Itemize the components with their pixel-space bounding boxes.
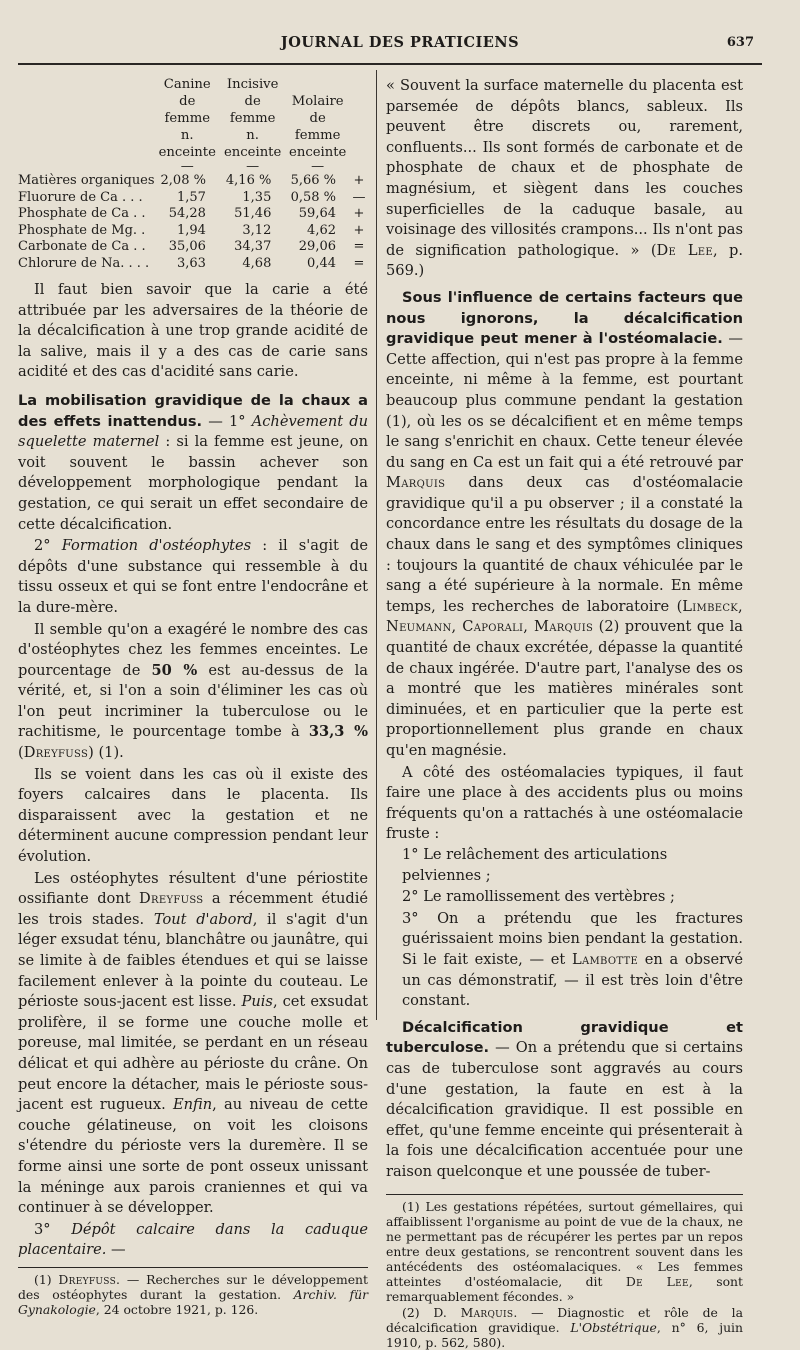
page-number: 637 — [726, 35, 754, 50]
running-header — [0, 34, 800, 56]
col-header-canine: Canine de femme n. enceinte — [158, 77, 216, 160]
table-row: Carbonate de Ca . . 35,06 34,37 29,06 = — [18, 239, 365, 254]
table-row: Phosphate de Mg. . 1,94 3,12 4,62 + — [18, 222, 365, 238]
table-row: Chlorure de Na. . . . 3,63 4,68 0,44 = — [18, 255, 365, 271]
table-row: Matières organiques 2,08 % 4,16 % 5,66 % + — [18, 173, 365, 188]
right-column — [386, 76, 743, 1350]
footnote-rule-left — [18, 1267, 368, 1268]
left-column — [18, 76, 368, 1317]
table-header-row — [18, 76, 368, 161]
table-row: Phosphate de Ca . . 54,28 51,46 59,64 + — [18, 206, 365, 221]
footnote-right-2: (2) D. Marquis. — Diagnostic et rôle de la décalcification gravidique. L'Obstétrique, n° 6, juin 1910, p. 562, 580). — [386, 1305, 743, 1350]
paragraph-foyers: Ils se voient dans les cas où il existe des foyers calcaires dans le placenta. Ils disparaissent avec la gestation et ne déterminent aucune compression pendant leur évolution. — [18, 765, 368, 866]
footnote-right-1: (1) Les gestations répétées, surtout gémellaires, qui affaiblissent l'organisme au point de vue de la chaux, ne ne permettant pas de récupérer les pertes par un repos entre deux gestations, se rencontrent souvent dans les antécédents des ostéomalaciques. « Les femmes atteintes d'ostéomalacie, dit De Lee, sont remarquablement fécondes. » — [386, 1199, 743, 1305]
list-item: 2° Le ramollissement des vertèbres ; — [402, 888, 675, 906]
section-heading-tuberculose: Décalcification gravidique et tuberculose. — [386, 1018, 743, 1057]
paragraph-periostite: Les ostéophytes résultent d'une périostite ossifiante dont Dreyfuss a récemment étudié les trois stades. Tout d'abord, il s'agit d'un léger exsudat ténu, blanchâtre ou jaunâtre, qui se limite à de faibles étendues et qui se laisse facilement enlever à la pointe du couteau. Le périoste sous-jacent est lisse. Puis, cet exsudat prolifère, il se forme une couche molle et poreuse, mal limitée, se perdant en un réseau délicat et qui adhère au périoste du crâne. On peut encore la détacher, mais le périoste sous-jacent est rugueux. Enfin, au niveau de cette couche gélatineuse, on voit les cloisons s'étendre du périoste vers la duremère. Il se forme ainsi une sorte de pont osseux unissant la méninge aux parois craniennes et qui va continuer à se développer. — [18, 869, 369, 1217]
list-item: 3° On a prétendu que les fractures guérissaient moins bien pendant la gestation. Si le fait existe, — et Lambotte en a observé un cas démonstratif, — il est très loin d'être constant. — [402, 909, 743, 1010]
table-row: Fluorure de Ca . . . 1,57 1,35 0,58 % — — [18, 189, 366, 205]
header-rule — [18, 63, 762, 65]
journal-title: JOURNAL DES PRATICIENS — [280, 34, 520, 51]
accidents-list — [386, 845, 743, 1012]
paragraph-ostemalacie-fruste: A côté des ostéomalacies typiques, il faut faire une place à des accidents plus ou moins fréquents qu'on a rattachés à une ostéomalacie fruste : — [386, 763, 743, 843]
col-header-incisive: Incisive de femme n. enceinte — [223, 77, 282, 160]
paragraph-caries: Il faut bien savoir que la carie a été attribuée par les adversaires de la théorie de la décalcification à une trop grande acidité de la salive, mais il y a des cas de carie sans acidité et des cas d'acidité sans carie. — [18, 281, 368, 381]
paragraph-tuberculose: Décalcification gravidique et tuberculose. — On a prétendu que si certains cas de tuberculose sont aggravés au cours d'une gestation, la faute en est à la décalcification gravidique. Il est possible en effet, qu'une femme enceinte qui présenterait à la fois une décalcification accentuée pour une raison quelconque et une poussée de tuber- — [386, 1018, 743, 1180]
paragraph-exagere: Il semble qu'on a exagéré le nombre des cas d'ostéophytes chez les femmes enceintes. Le pourcentage de 50 % est au-dessus de la vérité, et, si l'on a soin d'éliminer les cas où l'on peut incriminer la tuberculose ou le rachitisme, le pourcentage tombe à 33,3 % (Dreyfuss) (1). — [18, 620, 368, 762]
section-heading-influence: Sous l'influence de certains facteurs que nous ignorons, la décalcification gravidique peut mener à l'ostéomalacie. — [386, 288, 743, 348]
composition-table — [18, 76, 368, 272]
footnote-rule-right — [386, 1194, 743, 1195]
paragraph-quote-de-lee: « Souvent la surface maternelle du placenta est parsemée de dépôts blancs, sableux. Ils peuvent être discrets ou, rarement, confluents... Ils sont formés de carbonate et de phosphate de chaux et de phosphate de magnésium, et siègent dans les couches superficielles de la caduque basale, au voisinage des villosités crampons... Ils n'ont pas de signification pathologique. » (De Lee, p. 569.) — [386, 77, 744, 280]
column-divider — [376, 70, 377, 1020]
paragraph-mobilisation: La mobilisation gravidique de la chaux a des effets inattendus. — 1° Achèvement du squelette maternel : si la femme est jeune, on voit souvent le bassin achever son développement morphologique pendant la gestation, ce qui serait un effet secondaire de cette décalcification. — [18, 391, 368, 533]
table-dash-row: — — — — [180, 159, 325, 174]
col-header-molaire: Molaire de femme enceinte — [289, 94, 347, 160]
paragraph-influence: Sous l'influence de certains facteurs que nous ignorons, la décalcification gravidique peut mener à l'ostéomalacie. — Cette affection, qui n'est pas propre à la femme enceinte, ni même à la femme, est pourtant beaucoup plus commune pendant la gestation (1), où les os se décalcifient et en même temps le sang s'enrichit en chaux. Cette teneur élevée du sang en Ca est un fait qui a été retrouvé par Marquis dans deux cas d'ostéomalacie gravidique qu'il a pu observer ; il a constaté la concordance entre les résultats du dosage de la chaux dans le sang et des symptômes cliniques : toujours la quantité de chaux véhiculée par le sang a été supérieure à la normale. En même temps, les recherches de laboratoire (Limbeck, Neumann, Caporali, Marquis (2) prouvent que la quantité de chaux excrétée, dépasse la quantité de chaux ingérée. D'autre part, l'analyse des os a montré que les matières minérales sont diminuées, et en particulier que la perte est proportionnellement plus grande en chaux qu'en magnésie. — [386, 288, 744, 759]
section-heading-mobilisation: La mobilisation gravidique de la chaux a des effets inattendus. — [18, 391, 368, 430]
list-item: 1° Le relâchement des articulations pelviennes ; — [402, 845, 668, 884]
paragraph-depot: 3° Dépôt calcaire dans la caduque placentaire. — — [18, 1220, 368, 1259]
footnote-left-1: (1) Dreyfuss. — Recherches sur le développement des ostéophytes durant la gestation. Archiv. für Gynakologie, 24 octobre 1921, p. 126. — [18, 1271, 368, 1317]
paragraph-osteophytes: 2° Formation d'ostéophytes : il s'agit de dépôts d'une substance qui ressemble à du tissu osseux et qui se font entre l'endocrâne et la dure-mère. — [18, 537, 368, 616]
